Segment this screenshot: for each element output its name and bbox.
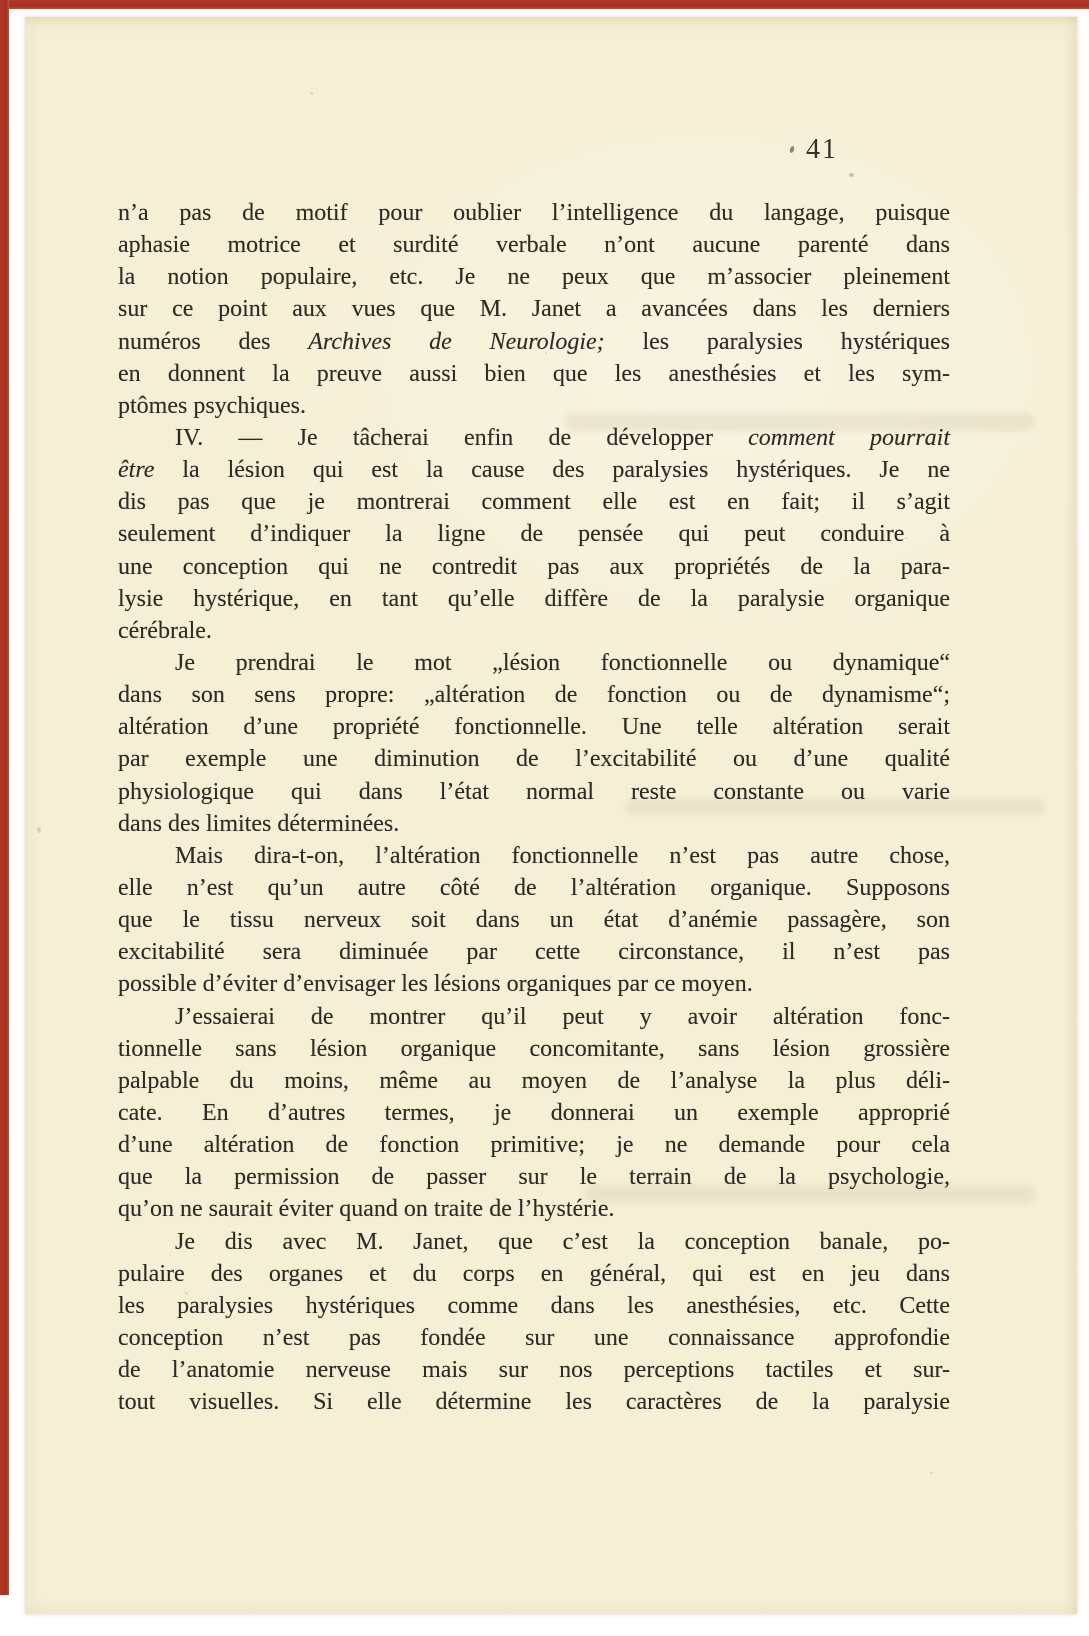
- text-segment: la notion populaire, etc. Je ne peux que m’associer pleinement: [118, 264, 950, 291]
- text-segment: Je prendrai le mot „lésion fonctionnelle ou dynamique“: [175, 649, 950, 676]
- text-line: [118, 422, 950, 454]
- text-line: [118, 1226, 950, 1258]
- text-segment: que le tissu nerveux soit dans un état d’anémie passagère, son: [118, 907, 950, 934]
- italic-text-segment: être: [118, 457, 155, 484]
- dust-speck: [37, 827, 41, 833]
- text-segment: numéros des: [118, 328, 309, 355]
- text-line: [118, 840, 950, 872]
- text-line: [118, 1386, 950, 1418]
- text-segment: tout visuelles. Si elle détermine les caractères de la paralysie: [118, 1389, 950, 1416]
- text-line: [118, 968, 950, 1000]
- text-line: [118, 743, 950, 775]
- text-segment: d’une altération de fonction primitive; je ne demande pour cela: [118, 1132, 950, 1159]
- text-segment: dans son sens propre: „altération de fonction ou de dynamisme“;: [118, 682, 950, 709]
- text-line: [118, 808, 950, 840]
- text-line: [118, 358, 950, 390]
- text-line: [118, 711, 950, 743]
- dust-speck: [930, 1472, 933, 1474]
- text-line: [118, 615, 950, 647]
- text-segment: ptômes psychiques.: [118, 392, 306, 419]
- text-segment: excitabilité sera diminuée par cette circonstance, il n’est pas: [118, 939, 950, 966]
- text-line: [118, 551, 950, 583]
- text-line: [118, 1290, 950, 1322]
- text-segment: J’essaierai de montrer qu’il peut y avoir altération fonc-: [175, 1003, 950, 1030]
- ink-speck: [849, 173, 854, 177]
- italic-text-segment: Archives de Neurologie;: [308, 328, 605, 355]
- text-segment: Je dis avec M. Janet, que c’est la conception banale, po-: [175, 1228, 950, 1255]
- text-segment: Mais dira-t-on, l’altération fonctionnelle n’est pas autre chose,: [175, 842, 950, 869]
- text-segment: pulaire des organes et du corps en général, qui est en jeu dans: [118, 1260, 950, 1287]
- text-segment: conception n’est pas fondée sur une connaissance approfondie: [118, 1324, 950, 1351]
- text-line: [118, 1161, 950, 1193]
- italic-text-segment: comment pourrait: [748, 424, 950, 451]
- text-line: [118, 776, 950, 808]
- text-line: [118, 904, 950, 936]
- text-segment: la lésion qui est la cause des paralysies hystériques. Je ne: [154, 457, 950, 484]
- text-line: [118, 197, 950, 229]
- text-line: [118, 1065, 950, 1097]
- text-segment: lysie hystérique, en tant qu’elle diffère de la paralysie organique: [118, 585, 950, 612]
- text-line: [118, 1354, 950, 1386]
- text-segment: qu’on ne saurait éviter quand on traite de l’hystérie.: [118, 1196, 615, 1223]
- text-segment: les paralysies hystériques: [604, 328, 950, 355]
- text-segment: les paralysies hystériques comme dans les anesthésies, etc. Cette: [118, 1292, 950, 1319]
- text-line: [118, 679, 950, 711]
- text-line: [118, 1258, 950, 1290]
- text-block: [118, 197, 950, 1418]
- text-segment: dans des limites déterminées.: [118, 810, 400, 837]
- text-segment: en donnent la preuve aussi bien que les anesthésies et les sym-: [118, 360, 950, 387]
- text-segment: que la permission de passer sur le terrain de la psychologie,: [118, 1164, 950, 1191]
- text-line: [118, 390, 950, 422]
- text-segment: de l’anatomie nerveuse mais sur nos perceptions tactiles et sur-: [118, 1357, 950, 1384]
- text-segment: sur ce point aux vues que M. Janet a avancées dans les derniers: [118, 296, 950, 323]
- text-line: [118, 647, 950, 679]
- red-stain-left-edge: [0, 0, 9, 1595]
- dust-speck: [310, 92, 313, 95]
- text-line: [118, 936, 950, 968]
- text-segment: possible d’éviter d’envisager les lésions organiques par ce moyen.: [118, 971, 753, 998]
- text-line: [118, 1097, 950, 1129]
- text-line: [118, 1322, 950, 1354]
- text-line: [118, 583, 950, 615]
- text-line: [118, 518, 950, 550]
- text-segment: palpable du moins, même au moyen de l’analyse la plus déli-: [118, 1067, 950, 1094]
- red-stain-top-edge: [0, 0, 1089, 9]
- text-line: [118, 1129, 950, 1161]
- text-line: [118, 1001, 950, 1033]
- text-line: [118, 454, 950, 486]
- text-line: [118, 326, 950, 358]
- text-line: [118, 293, 950, 325]
- text-segment: elle n’est qu’un autre côté de l’altération organique. Supposons: [118, 874, 950, 901]
- text-segment: cate. En d’autres termes, je donnerai un exemple approprié: [118, 1099, 950, 1126]
- text-line: [118, 1193, 950, 1225]
- text-line: [118, 872, 950, 904]
- text-line: [118, 229, 950, 261]
- text-segment: par exemple une diminution de l’excitabilité ou d’une qualité: [118, 746, 950, 773]
- text-segment: cérébrale.: [118, 617, 212, 644]
- text-line: [118, 1033, 950, 1065]
- text-segment: aphasie motrice et surdité verbale n’ont aucune parenté dans: [118, 232, 950, 259]
- text-segment: altération d’une propriété fonctionnelle. Une telle altération serait: [118, 714, 950, 741]
- text-segment: dis pas que je montrerai comment elle est en fait; il s’agit: [118, 489, 950, 516]
- text-segment: n’a pas de motif pour oublier l’intelligence du langage, puisque: [118, 200, 950, 226]
- text-segment: tionnelle sans lésion organique concomitante, sans lésion grossière: [118, 1035, 950, 1062]
- page-number: 41: [806, 134, 838, 165]
- text-line: [118, 261, 950, 293]
- text-segment: IV. — Je tâcherai enfin de développer: [175, 424, 749, 451]
- text-segment: seulement d’indiquer la ligne de pensée qui peut conduire à: [118, 521, 950, 548]
- text-segment: physiologique qui dans l’état normal reste constante ou varie: [118, 778, 950, 805]
- text-segment: une conception qui ne contredit pas aux propriétés de la para-: [118, 553, 950, 580]
- text-line: [118, 486, 950, 518]
